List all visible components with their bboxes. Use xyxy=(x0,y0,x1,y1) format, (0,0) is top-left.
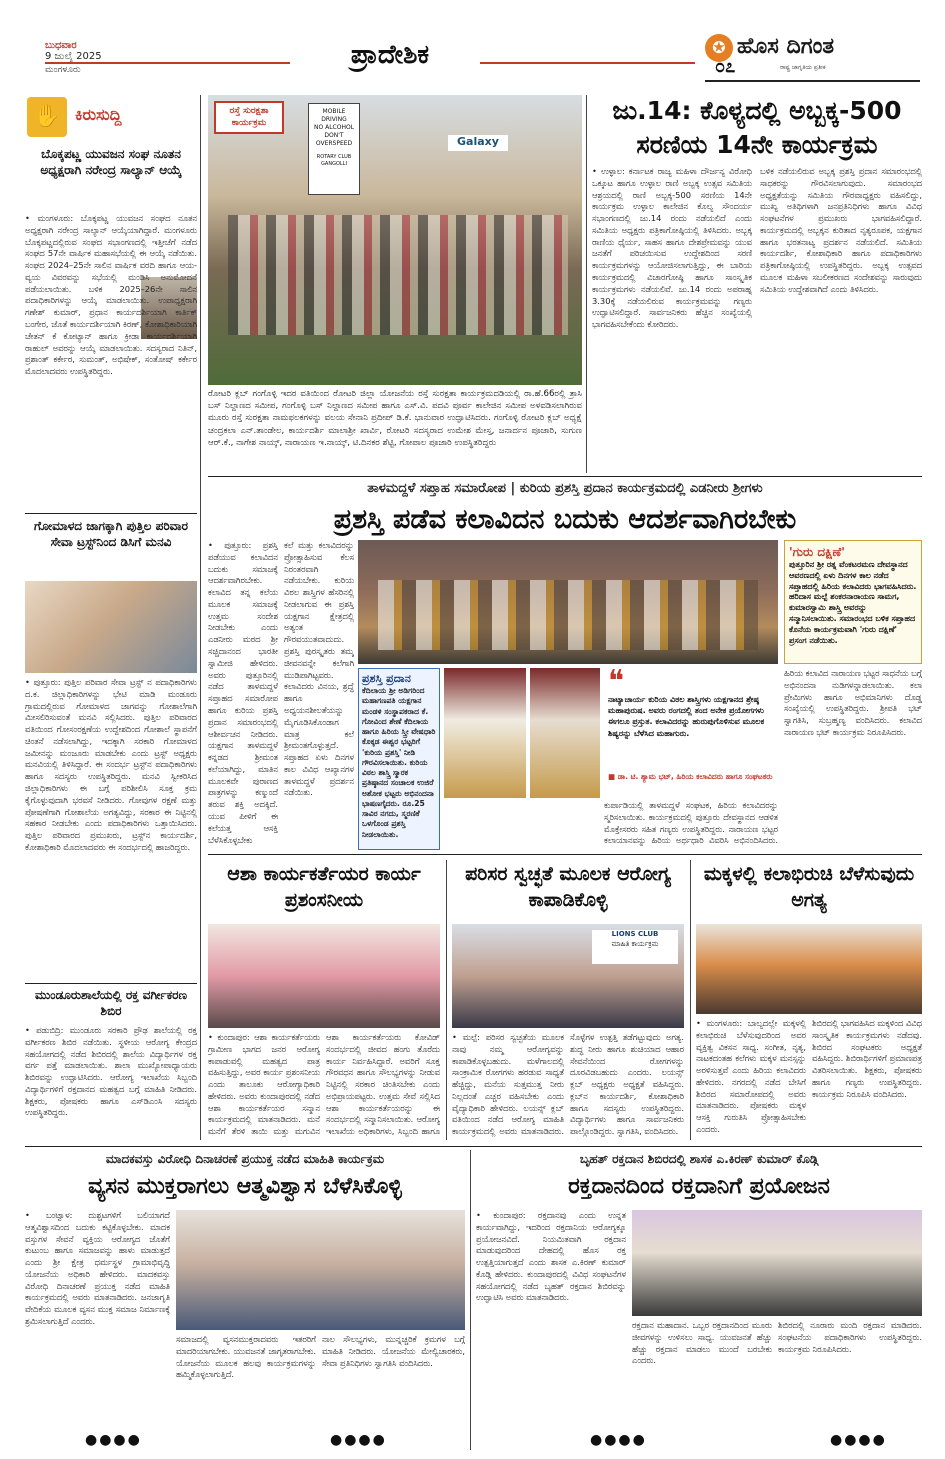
brand-tagline: ರಾಷ್ಟ್ರ ಜಾಗೃತಿಯ ಪ್ರತೀಕ xyxy=(780,64,826,71)
kiru-divider-1 xyxy=(25,513,197,514)
parisara-banner xyxy=(592,930,678,964)
kiru-story-2-photo xyxy=(25,581,197,673)
parisara-photo xyxy=(452,924,684,1028)
page-number: ೦೭ xyxy=(715,56,736,77)
date-block xyxy=(45,40,205,75)
kiru-story-1-headline: ಬೊಕ್ಕಪಟ್ಣ ಯುವಜನ ಸಂಘ ನೂತನ ಅಧ್ಯಕ್ಷರಾಗಿ ನರೇಂದ್ರ ಸಾಲ್ಯಾನ್ ಆಯ್ಕೆ xyxy=(40,147,182,177)
banner-line-2: ಮಾಹಿತಿ ಕಾರ್ಯಕ್ರಮ xyxy=(611,939,659,948)
sign-text-3: NO ALCOHOL xyxy=(313,124,355,132)
makkal-headline: ಮಕ್ಕಳಲ್ಲಿ ಕಲಾಭಿರುಚಿ ಬೆಳೆಸುವುದು ಅಗತ್ಯ xyxy=(703,863,915,911)
abbakka-headline-1: ಜು.14: ಕೊಳ್ಯದಲ್ಲಿ ಅಬ್ಬಕ್ಕ-500 xyxy=(612,96,902,125)
abbakka-headline-2: ಸರಣಿಯ 14ನೇ ಕಾರ್ಯಕ್ರಮ xyxy=(636,130,878,159)
vyasana-kicker: ಮಾದಕವಸ್ತು ವಿರೋಧಿ ದಿನಾಚರಣೆ ಪ್ರಯುಕ್ತ ನಡೆದ ಮಾಹಿತಿ ಕಾರ್ಯಕ್ರಮ xyxy=(105,1152,385,1166)
sign-text-1: MOBILE xyxy=(322,108,346,115)
kiru-divider-2 xyxy=(25,983,197,984)
kala-kicker: ತಾಳಮದ್ದಳೆ ಸಪ್ತಾಹ ಸಮಾರೋಪ | ಕುರಿಯ ಪ್ರಶಸ್ತಿ ಪ್ರದಾನ ಕಾರ್ಯಕ್ರಮದಲ್ಲಿ ಎಡನೀರು ಶ್ರೀಗಳು xyxy=(367,481,763,496)
sign-text-4: DON'T xyxy=(324,132,344,140)
asha-headline: ಆಶಾ ಕಾರ್ಯಕರ್ತೆಯರ ಕಾರ್ಯ ಪ್ರಶಂಸನೀಯ xyxy=(227,863,421,911)
makkal-body-col-1: • ಮಂಗಳೂರು: ಬಾಲ್ಯದಲ್ಲೇ ಮಕ್ಕಳಲ್ಲಿ ಕಲಾಭಿರುಚಿ ಬೆಳೆಸುವುದರಿಂದ ಅವರ ವ್ಯಕ್ತಿತ್ವ ವಿಕಸನ ಸಾಧ್ಯ. ಸಂಗೀತ, ನೃತ್ಯ, ನಾಟಕದಂತಹ ಕಲೆಗಳು ಮಕ್ಕಳ ಮನಸ್ಸನ್ನು ಅರಳಿಸುತ್ತವೆ ಎಂದು ಹಿರಿಯ ಕಲಾವಿದರು ಹೇಳಿದರು. ನಗರದಲ್ಲಿ ನಡೆದ ಬೇಸಿಗೆ ಶಿಬಿರದ ಸಮಾರೋಪದಲ್ಲಿ ಅವರು ಮಾತನಾಡಿದರು. ಪೋಷಕರು ಮಕ್ಕಳ ಆಸಕ್ತಿ ಗುರುತಿಸಿ ಪ್ರೋತ್ಸಾಹಿಸಬೇಕು ಎಂದರು. xyxy=(696,1018,806,1135)
kiru-logo xyxy=(27,97,172,137)
brand-block xyxy=(705,34,920,78)
road-safety-caption: ರೋಟರಿ ಕ್ಲಬ್ ಗಂಗೊಳ್ಳಿ ಇದರ ವತಿಯಿಂದ ರೋಟರಿ ಜಿಲ್ಲಾ ಯೋಜನೆಯ ರಸ್ತೆ ಸುರಕ್ಷತಾ ಕಾರ್ಯಕ್ರಮದಡಿಯಲ್ಲಿ ರಾ.ಹೆ.66ರಲ್ಲಿ ತ್ರಾಸಿ ಬಸ್ ನಿಲ್ದಾಣದ ಸಮೀಪ, ಗಂಗೊಳ್ಳಿ ಬಸ್ ನಿಲ್ದಾಣದ ಸಮೀಪ ಹಾಗೂ ಎಸ್.ವಿ. ಪದವಿ ಪೂರ್ವ ಕಾಲೇಜಿನ ಸಮೀಪ ಅಳವಡಿಸಲಾಗಿರುವ ಮೂರು ರಸ್ತೆ ಸುರಕ್ಷತಾ ನಾಮಫಲಕಗಳನ್ನು ವಲಯ ಸೇನಾನಿ ಪ್ರದೀಪ್ ಡಿ.ಕೆ. ಭಾನುವಾರ ಉದ್ಘಾಟಿಸಿದರು. ಗಂಗೊಳ್ಳಿ ರೋಟರಿ ಕ್ಲಬ್ ಅಧ್ಯಕ್ಷೆ ಚಂದ್ರಕಲಾ ಎನ್.ತಾಂಡೇಲ, ಕಾರ್ಯದರ್ಶಿ ಮಾಲಾಶ್ರೀ ಖಾರ್ವಿ, ರೋಟರಿ ಸದಸ್ಯರಾದ ಉಮೇಶ ಮೇಸ್ತ, ಜನಾರ್ದನ ಪೂಜಾರಿ, ಸುಗುಣ ಆರ್.ಕೆ., ನಾಗೇಶ ನಾಯ್ಕ್, ನಾರಾಯಣ ಇ.ನಾಯ್ಕ್, ಟಿ.ದಿನಕರ ಶೆಟ್ಟಿ, ಗೋಪಾಲ ಪೂಜಾರಿ ಉಪಸ್ಥಿತರಿದ್ದರು xyxy=(208,389,582,448)
kala-body-col-2: ಕಲೆ ಮತ್ತು ಕಲಾವಿದರನ್ನು ಪ್ರೋತ್ಸಾಹಿಸುವ ಕೆಲಸ ನಿರಂತರವಾಗಿ ನಡೆಯಬೇಕು. ಕುರಿಯ ವಿಠಲ ಶಾಸ್ತ್ರಿಗಳ ಹೆಸರಿನಲ್ಲಿ ನೀಡಲಾಗುವ ಈ ಪ್ರಶಸ್ತಿ ಯಕ್ಷಗಾನ ಕ್ಷೇತ್ರದಲ್ಲಿ ಅತ್ಯಂತ ಗೌರವಯುತವಾದುದು. ಪ್ರಶಸ್ತಿ ಪುರಸ್ಕೃತರು ತಮ್ಮ ಜೀವನವನ್ನೇ ಕಲೆಗಾಗಿ ಮುಡಿಪಾಗಿಟ್ಟವರು. ಕಲಾವಿದರು ವಿನಯ, ಶ್ರದ್ಧೆ ಹಾಗೂ ಅಧ್ಯಯನಶೀಲತೆಯನ್ನು ಮೈಗೂಡಿಸಿಕೊಂಡಾಗ ಮಾತ್ರ ಕಲೆ ಶ್ರೀಮಂತಗೊಳ್ಳುತ್ತದೆ. ಸಪ್ತಾಹದ ಏಳು ದಿನಗಳ ಕಾಲ ವಿವಿಧ ಆಖ್ಯಾನಗಳ ತಾಳಮದ್ದಳೆ ಪ್ರದರ್ಶನ ನಡೆಯಿತು. xyxy=(284,540,354,798)
footer-dots-4: ●●●● xyxy=(830,1432,887,1448)
guru-box xyxy=(784,540,922,664)
award-title: ಪ್ರಶಸ್ತಿ ಪ್ರದಾನ xyxy=(362,672,411,685)
vyasana-headline: ವ್ಯಸನ ಮುಕ್ತರಾಗಲು ಆತ್ಮವಿಶ್ವಾಸ ಬೆಳೆಸಿಕೊಳ್ಳಿ xyxy=(88,1174,402,1199)
road-divider xyxy=(586,95,587,473)
rakta-body-col-2: ರಕ್ತದಾನ ಮಹಾದಾನ. ಒಬ್ಬರ ರಕ್ತದಾನದಿಂದ ಮೂರು ಜೀವಗಳನ್ನು ಉಳಿಸಲು ಸಾಧ್ಯ. ಯುವಜನತೆ ಹೆಚ್ಚು ಹೆಚ್ಚು ರಕ್ತದಾನ ಮಾಡಲು ಮುಂದೆ ಬರಬೇಕು ಎಂದರು. xyxy=(632,1320,772,1366)
parisara-headline: ಪರಿಸರ ಸ್ವಚ್ಛತೆ ಮೂಲಕ ಆರೋಗ್ಯ ಕಾಪಾಡಿಕೊಳ್ಳಿ xyxy=(465,863,671,911)
kala-body-col-3: ಕುರ್ಪಾಡಿಯಲ್ಲಿ ತಾಳಮದ್ದಳೆ ಸಂಘಟಕ, ಹಿರಿಯ ಕಲಾವಿದರನ್ನು ಸ್ಮರಿಸಲಾಯಿತು. ಕಾರ್ಯಕ್ರಮದಲ್ಲಿ ಪುತ್ತೂರು ದೇವಸ್ಥಾನದ ಆಡಳಿತ ಮೊಕ್ತೇಸರರು ಸಹಿತ ಗಣ್ಯರು ಉಪಸ್ಥಿತರಿದ್ದರು. ನಾರಾಯಣ ಭಟ್ಟರ ಕಲಾಯಾನವನ್ನು ಹಿರಿಯ ಅರ್ಥಧಾರಿ ವಿವರಿಸಿ ಅಭಿನಂದಿಸಿದರು. xyxy=(604,800,778,846)
brand-underline xyxy=(705,80,920,82)
kiru-story-3-headline: ಮುಂಡೂರುಶಾಲೆಯಲ್ಲಿ ರಕ್ತ ವರ್ಗೀಕರಣ ಶಿಬಿರ xyxy=(35,988,187,1018)
footer-dots-1: ●●●● xyxy=(85,1432,142,1448)
footer-dots-3: ●●●● xyxy=(590,1432,647,1448)
safety-signboard xyxy=(308,103,360,195)
brand-logo-icon: ✪ xyxy=(705,34,733,62)
guru-title: 'ಗುರು ದಕ್ಷಿಣೆ' xyxy=(789,545,845,559)
asha-body-col-2: ಆಶಾ ಕಾರ್ಯಕರ್ತೆಯರು ಕೋವಿಡ್ ಸಂದರ್ಭದಲ್ಲಿ ಜೀವದ ಹಂಗು ತೊರೆದು ಕಾರ್ಯ ನಿರ್ವಹಿಸಿದ್ದಾರೆ. ಅವರಿಗೆ ಸೂಕ್ತ ಗೌರವಧನ ಹಾಗೂ ಸೌಲಭ್ಯಗಳನ್ನು ನೀಡುವ ನಿಟ್ಟಿನಲ್ಲಿ ಸರಕಾರ ಚಿಂತಿಸಬೇಕು ಎಂದು ಅಭಿಪ್ರಾಯಪಟ್ಟರು. ಉತ್ತಮ ಸೇವೆ ಸಲ್ಲಿಸಿದ ಆಶಾ ಕಾರ್ಯಕರ್ತೆಯರನ್ನು ಈ ಸಂದರ್ಭದಲ್ಲಿ ಸನ್ಮಾನಿಸಲಾಯಿತು. ಆರೋಗ್ಯ ಇಲಾಖೆಯ ಅಧಿಕಾರಿಗಳು, ಸಿಬ್ಬಂದಿ ಹಾಗೂ xyxy=(326,1032,440,1137)
road-safety-photo xyxy=(208,95,582,385)
kala-stage-photo xyxy=(358,540,778,664)
vyasana-body-col-1: • ಬಂಟ್ವಾಳ: ದುಶ್ಚಟಗಳಿಗೆ ಬಲಿಯಾಗದೆ ಆತ್ಮವಿಶ್ವಾಸದಿಂದ ಬದುಕು ಕಟ್ಟಿಕೊಳ್ಳಬೇಕು. ಮಾದಕ ವಸ್ತುಗಳ ಸೇವನೆ ವ್ಯಕ್ತಿಯ ಆರೋಗ್ಯದ ಜೊತೆಗೆ ಕುಟುಂಬ ಹಾಗೂ ಸಮಾಜವನ್ನು ಹಾಳು ಮಾಡುತ್ತದೆ ಎಂದು ಶ್ರೀ ಕ್ಷೇತ್ರ ಧರ್ಮಸ್ಥಳ ಗ್ರಾಮಾಭಿವೃದ್ಧಿ ಯೋಜನೆಯ ಅಧಿಕಾರಿ ಹೇಳಿದರು. ಮಾದಕವಸ್ತು ವಿರೋಧಿ ದಿನಾಚರಣೆ ಪ್ರಯುಕ್ತ ನಡೆದ ಮಾಹಿತಿ ಕಾರ್ಯಕ್ರಮದಲ್ಲಿ ಅವರು ಮಾತನಾಡಿದರು. ಜನಜಾಗೃತಿ ವೇದಿಕೆಯ ಮೂಲಕ ವ್ಯಸನ ಮುಕ್ತ ಸಮಾಜ ನಿರ್ಮಾಣಕ್ಕೆ ಶ್ರಮಿಸಲಾಗುತ್ತಿದೆ ಎಂದರು. xyxy=(25,1210,170,1327)
road-safety-tag: ರಸ್ತೆ ಸುರಕ್ಷತಾ ಕಾರ್ಯಕ್ರಮ xyxy=(214,101,284,134)
vyasana-photo xyxy=(176,1210,465,1330)
award-text: ಕೆದಿಲಾಯ ಶ್ರೀ ಅಡಿಗರಿಂದ ಮಹಾಗಣಪತಿ ಯಕ್ಷಗಾನ ಮಂಡಳಿ ಸಂಸ್ಥಾಪಕರಾದ ಕೆ. ಗೋವಿಂದ ಶೇಣೆ ಕೆದಿಲಾಯ ಹಾಗೂ ಹಿರಿಯ ಸ್ತ್ರೀ ವೇಷಧಾರಿ ಕೊಕ್ಕಡ ಈಶ್ವರ ಭಟ್ಟರಿಗೆ 'ಕುರಿಯ ಪ್ರಶಸ್ತಿ' ನೀಡಿ ಗೌರವಿಸಲಾಯಿತು. ಕುರಿಯ ವಿಠಲ ಶಾಸ್ತ್ರಿ ಸ್ಮಾರಕ ಪ್ರತಿಷ್ಠಾನದ ಸಂಚಾಲಕ ಉಜಿರೆ ಅಶೋಕ ಭಟ್ಟರು ಅಭಿನಂದನಾ ಭಾಷಣಗೈದರು. ರೂ.25 ಸಾವಿರ ನಗದು, ಸ್ಮರಣಿಕೆ ಒಳಗೊಂಡ ಪ್ರಶಸ್ತಿ ನೀಡಲಾಯಿತು. xyxy=(362,686,436,839)
rakta-kicker: ಬೃಹತ್ ರಕ್ತದಾನ ಶಿಬಿರದಲ್ಲಿ ಶಾಸಕ ಎ.ಕಿರಣ್ ಕುಮಾರ್ ಕೊಡ್ಗಿ xyxy=(579,1152,819,1166)
vyasana-body-col-2: ಸಮಾಜದಲ್ಲಿ ವ್ಯಸನಮುಕ್ತರಾದವರು ಇತರರಿಗೆ ಮಾದರಿಯಾಗಬೇಕು. ಯುವಜನತೆ ಜಾಗೃತರಾಗಬೇಕು. ಯೋಜನೆಯ ಮೂಲಕ ಹಲವು ಕಾರ್ಯಕ್ರಮಗಳನ್ನು ಹಮ್ಮಿಕೊಳ್ಳಲಾಗುತ್ತಿದೆ. xyxy=(176,1334,316,1380)
award-box xyxy=(358,668,440,850)
makkal-body-col-2: ಶಿಬಿರದಲ್ಲಿ ಭಾಗವಹಿಸಿದ ಮಕ್ಕಳಿಂದ ವಿವಿಧ ಸಾಂಸ್ಕೃತಿಕ ಕಾರ್ಯಕ್ರಮಗಳು ನಡೆದವು. ಶಿಬಿರದ ಸಂಘಟಕರು ಅಧ್ಯಕ್ಷತೆ ವಹಿಸಿದ್ದರು. ಶಿಬಿರಾರ್ಥಿಗಳಿಗೆ ಪ್ರಮಾಣಪತ್ರ ವಿತರಿಸಲಾಯಿತು. ಶಿಕ್ಷಕರು, ಪೋಷಕರು ಹಾಗೂ ಗಣ್ಯರು ಉಪಸ್ಥಿತರಿದ್ದರು. ಕಾರ್ಯಕ್ರಮ ನಿರೂಪಿಸಿ ವಂದಿಸಿದರು. xyxy=(812,1018,922,1099)
people-group xyxy=(228,215,568,335)
sign-text-5: OVERSPEED xyxy=(315,140,353,148)
left-column-divider xyxy=(200,95,201,1140)
banner-line-1: LIONS CLUB xyxy=(611,930,659,938)
bottom-section-rule xyxy=(25,1146,922,1147)
brand-name: ಹೊಸ ದಿಗಂತ xyxy=(737,34,835,59)
guru-text: ಪುತ್ತೂರಿನ ಶ್ರೀ ರತ್ನ ವೆಂಕಟರಮಣ ದೇವಸ್ಥಾನದ ಆವರಣದಲ್ಲಿ ಏಳು ದಿನಗಳ ಕಾಲ ನಡೆದ ಸಪ್ತಾಹದಲ್ಲಿ ಹಿರಿಯ ಕಲಾವಿದರು ಭಾಗವಹಿಸಿದರು. ಹರಿದಾಸ ಮಲ್ಪೆ ಶಂಕರನಾರಾಯಣ ಸಾಮಗ, ಕುಮಾರಸ್ವಾಮಿ ಶಾಸ್ತ್ರಿ ಅವರನ್ನು ಸನ್ಮಾನಿಸಲಾಯಿತು. ಸಮಾರಂಭದ ಬಳಿಕ ಸಪ್ತಾಹದ ಕೊನೆಯ ಕಾರ್ಯಕ್ರಮವಾಗಿ 'ಗುರು ದಕ್ಷಿಣೆ' ಪ್ರಸಂಗ ನಡೆಯಿತು. xyxy=(789,560,917,645)
shop-sign: Galaxy xyxy=(448,135,508,151)
day: ಬುಧವಾರ xyxy=(45,40,77,51)
award-photo-1 xyxy=(444,668,526,798)
rakta-headline: ರಕ್ತದಾನದಿಂದ ರಕ್ತದಾನಿಗೆ ಪ್ರಯೋಜನ xyxy=(568,1174,830,1199)
quote-box xyxy=(604,664,778,798)
kala-body-col-4: ಹಿರಿಯ ಕಲಾವಿದ ನಾರಾಯಣ ಭಟ್ಟರ ಸಾಧನೆಯ ಬಗ್ಗೆ ಅಭಿನಂದನಾ ನುಡಿಗಳನ್ನಾಡಲಾಯಿತು. ಕಲಾ ಪ್ರೇಮಿಗಳು ಹಾಗೂ ಅಭಿಮಾನಿಗಳು ದೊಡ್ಡ ಸಂಖ್ಯೆಯಲ್ಲಿ ಉಪಸ್ಥಿತರಿದ್ದರು. ಶ್ರೀಪತಿ ಭಟ್ ಸ್ವಾಗತಿಸಿ, ಸುಬ್ರಹ್ಮಣ್ಯ ವಂದಿಸಿದರು. ಕಲಾವಿದ ನಾರಾಯಣ ಭಟ್ ಕಾರ್ಯಕ್ರಮ ನಿರೂಪಿಸಿದರು. xyxy=(784,668,922,737)
makkal-photo xyxy=(696,924,922,1014)
parisara-body-col-1: • ಮಲ್ಪೆ: ಪರಿಸರ ಸ್ವಚ್ಛತೆಯ ಮೂಲಕ ನಾವು ನಮ್ಮ ಆರೋಗ್ಯವನ್ನು ಕಾಪಾಡಿಕೊಳ್ಳಬಹುದು. ಮಳೆಗಾಲದಲ್ಲಿ ಸಾಂಕ್ರಾಮಿಕ ರೋಗಗಳು ಹರಡುವ ಸಾಧ್ಯತೆ ಹೆಚ್ಚಿದ್ದು, ಮನೆಯ ಸುತ್ತಮುತ್ತ ನೀರು ನಿಲ್ಲದಂತೆ ಎಚ್ಚರ ವಹಿಸಬೇಕು ಎಂದು ವೈದ್ಯಾಧಿಕಾರಿ ಹೇಳಿದರು. ಲಯನ್ಸ್ ಕ್ಲಬ್ ವತಿಯಿಂದ ನಡೆದ ಆರೋಗ್ಯ ಮಾಹಿತಿ ಕಾರ್ಯಕ್ರಮದಲ್ಲಿ ಅವರು ಮಾತನಾಡಿದರು. xyxy=(452,1032,564,1137)
parisara-body-col-2: ಸೊಳ್ಳೆಗಳ ಉತ್ಪತ್ತಿ ತಡೆಗಟ್ಟುವುದು ಅಗತ್ಯ. ಶುದ್ಧ ನೀರು ಹಾಗೂ ಶುಚಿಯಾದ ಆಹಾರ ಸೇವನೆಯಿಂದ ರೋಗಗಳನ್ನು ದೂರವಿಡಬಹುದು ಎಂದರು. ಲಯನ್ಸ್ ಕ್ಲಬ್ ಅಧ್ಯಕ್ಷರು ಅಧ್ಯಕ್ಷತೆ ವಹಿಸಿದ್ದರು. ಕ್ಲಬ್‌ನ ಕಾರ್ಯದರ್ಶಿ, ಕೋಶಾಧಿಕಾರಿ ಹಾಗೂ ಸದಸ್ಯರು ಉಪಸ್ಥಿತರಿದ್ದರು. ವಿದ್ಯಾರ್ಥಿಗಳು ಹಾಗೂ ಸಾರ್ವಜನಿಕರು ಪಾಲ್ಗೊಂಡಿದ್ದರು. ಸ್ವಾಗತಿಸಿ, ವಂದಿಸಿದರು. xyxy=(570,1032,684,1137)
kiru-suddi-column xyxy=(25,95,197,1140)
rakta-photo xyxy=(632,1210,922,1316)
masthead xyxy=(0,0,945,90)
abbakka-body-col-2: ಬಳಿಕ ನಡೆಯಲಿರುವ ಅಬ್ಬಕ್ಕ ಪ್ರಶಸ್ತಿ ಪ್ರದಾನ ಸಮಾರಂಭದಲ್ಲಿ ಸಾಧಕರನ್ನು ಗೌರವಿಸಲಾಗುವುದು. ಸಮಾರಂಭದ ಅಧ್ಯಕ್ಷತೆಯನ್ನು ಸಮಿತಿಯ ಗೌರವಾಧ್ಯಕ್ಷರು ವಹಿಸಲಿದ್ದು, ಮುಖ್ಯ ಅತಿಥಿಗಳಾಗಿ ಜನಪ್ರತಿನಿಧಿಗಳು ಹಾಗೂ ವಿವಿಧ ಸಂಘಟನೆಗಳ ಪ್ರಮುಖರು ಭಾಗವಹಿಸಲಿದ್ದಾರೆ. ಕಾರ್ಯಕ್ರಮದಲ್ಲಿ ಅಬ್ಬಕ್ಕನ ಕುರಿತಾದ ನೃತ್ಯರೂಪಕ, ಯಕ್ಷಗಾನ ಹಾಗೂ ಭರತನಾಟ್ಯ ಪ್ರದರ್ಶನ ನಡೆಯಲಿದೆ. ಸಮಿತಿಯ ಕಾರ್ಯದರ್ಶಿ, ಕೋಶಾಧಿಕಾರಿ ಹಾಗೂ ಪದಾಧಿಕಾರಿಗಳು ಪತ್ರಿಕಾಗೋಷ್ಠಿಯಲ್ಲಿ ಉಪಸ್ಥಿತರಿದ್ದರು. ಅಬ್ಬಕ್ಕ ಉತ್ಸವದ ಮೂಲಕ ಮಹಿಳಾ ಸಬಲೀಕರಣದ ಸಂದೇಶವನ್ನು ಸಾರುವುದು ಸಮಿತಿಯ ಉದ್ದೇಶವಾಗಿದೆ ಎಂದು ತಿಳಿಸಿದರು. xyxy=(760,166,922,294)
asha-divider xyxy=(446,860,447,1140)
sign-text-2: DRIVING xyxy=(321,116,347,124)
quote-text: ನಾಟ್ಯಾಚಾರ್ಯ ಕುರಿಯ ವಿಠಲ ಶಾಸ್ತ್ರಿಗಳು ಯಕ್ಷಗಾನದ ಶ್ರೇಷ್ಠ ಮಹಾಪುರುಷ. ಅವರು ರಂಗದಲ್ಲಿ ತಂದ ಅನೇಕ ಪ್ರಯೋಗಗಳು ಈಗಲೂ ಪ್ರಸ್ತುತ. ಕಲಾವಿದರನ್ನು ಹುರುಪುಗೊಳಿಸುವ ಮೂಲಕ ಶಿಷ್ಯರನ್ನು ಬೆಳೆಸಿದ ಮಹಾಗುರು. xyxy=(608,695,765,738)
rakta-body-col-1: • ಕುಂದಾಪುರ: ರಕ್ತದಾನವು ಎಂದು ಉನ್ನತ ಕಾರ್ಯವಾಗಿದ್ದು, ಇದರಿಂದ ರಕ್ತದಾನಿಯ ಆರೋಗ್ಯಕ್ಕೂ ಪ್ರಯೋಜನವಿದೆ. ನಿಯಮಿತವಾಗಿ ರಕ್ತದಾನ ಮಾಡುವುದರಿಂದ ದೇಹದಲ್ಲಿ ಹೊಸ ರಕ್ತ ಉತ್ಪತ್ತಿಯಾಗುತ್ತದೆ ಎಂದು ಶಾಸಕ ಎ.ಕಿರಣ್ ಕುಮಾರ್ ಕೊಡ್ಗಿ ಹೇಳಿದರು. ಕುಂದಾಪುರದಲ್ಲಿ ವಿವಿಧ ಸಂಘಟನೆಗಳ ಸಹಯೋಗದಲ್ಲಿ ನಡೆದ ಬೃಹತ್ ರಕ್ತದಾನ ಶಿಬಿರವನ್ನು ಉದ್ಘಾಟಿಸಿ ಅವರು ಮಾತನಾಡಿದರು. xyxy=(476,1210,626,1303)
kiru-label: ಕಿರುಸುದ್ದಿ xyxy=(75,105,122,124)
bottom-divider xyxy=(470,1150,471,1450)
abbakka-body-col-1: • ಉಳ್ಳಾಲ: ಕರ್ನಾಟಕ ರಾಜ್ಯ ಮಹಿಳಾ ದೌರ್ಜನ್ಯ ವಿರೋಧಿ ಒಕ್ಕೂಟ ಹಾಗೂ ಉಳ್ಳಾಲ ರಾಣಿ ಅಬ್ಬಕ್ಕ ಉತ್ಸವ ಸಮಿತಿಯ ಆಶ್ರಯದಲ್ಲಿ ರಾಣಿ ಅಬ್ಬಕ್ಕ-500 ಸರಣಿಯ 14ನೇ ಕಾರ್ಯಕ್ರಮ ಉಳ್ಳಾಲ ಕಾಲೇಜಿನ ಕೊಲ್ಯ ಸೌಂದರ್ಯ ಸಭಾಂಗಣದಲ್ಲಿ ಜು.14 ರಂದು ನಡೆಯಲಿದೆ ಎಂದು ಸಮಿತಿಯ ಅಧ್ಯಕ್ಷರು ಪತ್ರಿಕಾಗೋಷ್ಠಿಯಲ್ಲಿ ತಿಳಿಸಿದರು. ಅಬ್ಬಕ್ಕ ರಾಣಿಯ ಧೈರ್ಯ, ಸಾಹಸ ಹಾಗೂ ದೇಶಪ್ರೇಮವನ್ನು ಯುವ ಜನತೆಗೆ ಪರಿಚಯಿಸುವ ಉದ್ದೇಶದಿಂದ ಸರಣಿ ಕಾರ್ಯಕ್ರಮಗಳನ್ನು ಆಯೋಜಿಸಲಾಗುತ್ತಿದ್ದು, ಈ ಬಾರಿಯ ಕಾರ್ಯಕ್ರಮದಲ್ಲಿ ವಿಚಾರಗೋಷ್ಠಿ ಹಾಗೂ ಸಾಂಸ್ಕೃತಿಕ ಕಾರ್ಯಕ್ರಮಗಳು ನಡೆಯಲಿವೆ. ಜು.14 ರಂದು ಅಪರಾಹ್ನ 3.30ಕ್ಕೆ ನಡೆಯಲಿರುವ ಕಾರ್ಯಕ್ರಮವನ್ನು ಗಣ್ಯರು ಉದ್ಘಾಟಿಸಲಿದ್ದಾರೆ. ಸಾರ್ವಜನಿಕರು ಹೆಚ್ಚಿನ ಸಂಖ್ಯೆಯಲ್ಲಿ ಭಾಗವಹಿಸಬೇಕೆಂದು ಕೋರಿದರು. xyxy=(592,166,752,330)
kiru-story-3-body: • ಪಡುಬಿದ್ರಿ: ಮುಂಡೂರು ಸರಕಾರಿ ಪ್ರೌಢ ಶಾಲೆಯಲ್ಲಿ ರಕ್ತ ವರ್ಗೀಕರಣ ಶಿಬಿರ ನಡೆಯಿತು. ಸ್ಥಳೀಯ ಆರೋಗ್ಯ ಕೇಂದ್ರದ ಸಹಯೋಗದಲ್ಲಿ ನಡೆದ ಶಿಬಿರದಲ್ಲಿ ಶಾಲೆಯ ವಿದ್ಯಾರ್ಥಿಗಳ ರಕ್ತ ವರ್ಗ ಪತ್ತೆ ಮಾಡಲಾಯಿತು. ಶಾಲಾ ಮುಖ್ಯೋಪಾಧ್ಯಾಯರು ಶಿಬಿರವನ್ನು ಉದ್ಘಾಟಿಸಿದರು. ಆರೋಗ್ಯ ಇಲಾಖೆಯ ಸಿಬ್ಬಂದಿ ವಿದ್ಯಾರ್ಥಿಗಳಿಗೆ ರಕ್ತದಾನದ ಮಹತ್ವದ ಬಗ್ಗೆ ಮಾಹಿತಿ ನೀಡಿದರು. ಶಿಕ್ಷಕರು, ಪೋಷಕರು ಹಾಗೂ ಎಸ್‌ಡಿಎಂಸಿ ಸದಸ್ಯರು ಉಪಸ್ಥಿತರಿದ್ದರು. xyxy=(25,1025,197,1118)
asha-photo xyxy=(208,924,440,1028)
kiru-story-2-headline: ಗೋಮಾಳದ ಜಾಗಕ್ಕಾಗಿ ಪುತ್ತಿಲ ಪರಿವಾರ ಸೇವಾ ಟ್ರಸ್ಟ್‌ನಿಂದ ಡಿಸಿಗೆ ಮನವಿ xyxy=(34,519,188,549)
asha-body-col-1: • ಕುಂದಾಪುರ: ಆಶಾ ಕಾರ್ಯಕರ್ತೆಯರು ಗ್ರಾಮೀಣ ಭಾಗದ ಜನರ ಆರೋಗ್ಯ ಕಾಪಾಡುವಲ್ಲಿ ಮಹತ್ವದ ಪಾತ್ರ ವಹಿಸುತ್ತಿದ್ದು, ಅವರ ಕಾರ್ಯ ಪ್ರಶಂಸನೀಯ ಎಂದು ತಾಲೂಕು ಆರೋಗ್ಯಾಧಿಕಾರಿ ಹೇಳಿದರು. ಅವರು ಕುಂದಾಪುರದಲ್ಲಿ ನಡೆದ ಆಶಾ ಕಾರ್ಯಕರ್ತೆಯರ ಸನ್ಮಾನ ಕಾರ್ಯಕ್ರಮದಲ್ಲಿ ಮಾತನಾಡಿದರು. ಮನೆ ಮನೆಗೆ ತೆರಳಿ ತಾಯಿ ಮತ್ತು ಮಗುವಿನ xyxy=(208,1032,320,1137)
stage-performers xyxy=(378,580,758,650)
date-underline xyxy=(45,62,290,64)
award-photo-2 xyxy=(530,668,600,798)
kiru-story-2-body: • ಪುತ್ತೂರು: ಪುತ್ತಿಲ ಪರಿವಾರ ಸೇವಾ ಟ್ರಸ್ಟ್ ನ ಪದಾಧಿಕಾರಿಗಳು ದ.ಕ. ಜಿಲ್ಲಾಧಿಕಾರಿಗಳನ್ನು ಭೇಟಿ ಮಾಡಿ ಮಂಡೂರು ಗ್ರಾಮದಲ್ಲಿರುವ ಗೋಮಾಳದ ಜಾಗವನ್ನು ಗೋಶಾಲೆಗಾಗಿ ಮೀಸಲಿರಿಸುವಂತೆ ಮನವಿ ಸಲ್ಲಿಸಿದರು. ಪುತ್ತಿಲ ಪರಿವಾರದ ವತಿಯಿಂದ ಗೋಸಂರಕ್ಷಣೆಯ ಉದ್ದೇಶದಿಂದ ಗೋಶಾಲೆ ಸ್ಥಾಪನೆಗೆ ಚಿಂತನೆ ನಡೆಸಲಾಗಿದ್ದು, ಇದಕ್ಕಾಗಿ ಸರಕಾರಿ ಗೋಮಾಳದ ಜಮೀನನ್ನು ಮಂಜೂರು ಮಾಡಬೇಕು ಎಂದು ಟ್ರಸ್ಟ್ ಅಧ್ಯಕ್ಷರು ಮನವಿಯಲ್ಲಿ ತಿಳಿಸಿದ್ದಾರೆ. ಈ ಸಂದರ್ಭ ಟ್ರಸ್ಟ್‌ನ ಪದಾಧಿಕಾರಿಗಳು ಹಾಗೂ ಸದಸ್ಯರು ಉಪಸ್ಥಿತರಿದ್ದರು. ಮನವಿ ಸ್ವೀಕರಿಸಿದ ಜಿಲ್ಲಾಧಿಕಾರಿಗಳು ಈ ಬಗ್ಗೆ ಪರಿಶೀಲಿಸಿ ಸೂಕ್ತ ಕ್ರಮ ಕೈಗೊಳ್ಳುವುದಾಗಿ ಭರವಸೆ ನೀಡಿದರು. ಗೋವುಗಳ ರಕ್ಷಣೆ ಮತ್ತು ಪೋಷಣೆಗಾಗಿ ಗೋಶಾಲೆಯ ಅಗತ್ಯವಿದ್ದು, ಸರಕಾರ ಈ ನಿಟ್ಟಿನಲ್ಲಿ ಸಹಕಾರ ನೀಡಬೇಕು ಎಂದು ಪದಾಧಿಕಾರಿಗಳು ಒತ್ತಾಯಿಸಿದರು. ಪುತ್ತಿಲ ಪರಿವಾರದ ಪ್ರಮುಖರು, ಟ್ರಸ್ಟ್‌ನ ಕಾರ್ಯದರ್ಶಿ, ಕೋಶಾಧಿಕಾರಿ ಮೊದಲಾದವರು ಈ ಸಂದರ್ಭದಲ್ಲಿ ಹಾಜರಿದ್ದರು. xyxy=(25,677,197,852)
quote-byline: ■ ಡಾ. ಟಿ. ಶ್ಯಾಮ ಭಟ್, ಹಿರಿಯ ಕಲಾವಿದರು ಹಾಗೂ ಸಂಘಟಕರು xyxy=(608,772,773,781)
hand-icon: ✋ xyxy=(27,97,67,137)
rakta-body-col-3: ಶಿಬಿರದಲ್ಲಿ ನೂರಾರು ಮಂದಿ ರಕ್ತದಾನ ಮಾಡಿದರು. ಸಂಘಟನೆಯ ಪದಾಧಿಕಾರಿಗಳು ಉಪಸ್ಥಿತರಿದ್ದರು. ಕಾರ್ಯಕ್ರಮ ನಿರೂಪಿಸಿದರು. xyxy=(778,1320,922,1354)
parisara-divider xyxy=(690,860,691,1140)
date: 9 ಜುಲೈ 2025 xyxy=(45,51,102,62)
city: ಮಂಗಳೂರು xyxy=(45,65,81,75)
top-section-rule xyxy=(208,476,922,477)
kiru-story-1-body: • ಮಂಗಳೂರು: ಬೊಕ್ಕಪಟ್ಣ ಯುವಜನ ಸಂಘದ ನೂತನ ಅಧ್ಯಕ್ಷರಾಗಿ ನರೇಂದ್ರ ಸಾಲ್ಯಾನ್ ಆಯ್ಕೆಯಾಗಿದ್ದಾರೆ. ಮಂಗಳೂರು ಬೊಕ್ಕಪಟ್ಣದಲ್ಲಿರುವ ಸಂಘದ ಸಭಾಂಗಣದಲ್ಲಿ ಇತ್ತೀಚೆಗೆ ನಡೆದ ಸಂಘದ 57ನೇ ವಾರ್ಷಿಕ ಮಹಾಸಭೆಯಲ್ಲಿ ಈ ಆಯ್ಕೆ ನಡೆಯಿತು. ಸಂಘದ 2024–25ನೇ ಸಾಲಿನ ವಾರ್ಷಿಕ ವರದಿ ಹಾಗೂ ಆಯ-ವ್ಯಯ ವಿವರವನ್ನು ಸಭೆಯಲ್ಲಿ ಮಂಡಿಸಿ ಅನುಮೋದನೆ ಪಡೆಯಲಾಯಿತು. ಬಳಿಕ 2025–26ನೇ ಸಾಲಿನ ಪದಾಧಿಕಾರಿಗಳನ್ನು ಆಯ್ಕೆ ಮಾಡಲಾಯಿತು. ಉಪಾಧ್ಯಕ್ಷರಾಗಿ ಗಣೇಶ್ ಕುಮಾರ್, ಪ್ರಧಾನ ಕಾರ್ಯದರ್ಶಿಯಾಗಿ ಕಾರ್ತಿಕ್ ಬಂಗೇರ, ಜೊತೆ ಕಾರ್ಯದರ್ಶಿಯಾಗಿ ಕಿರಣ್, ಕೋಶಾಧಿಕಾರಿಯಾಗಿ ಚೇತನ್ ಕೆ ಕೋಟ್ಯಾನ್ ಹಾಗೂ ಕ್ರೀಡಾ ಕಾರ್ಯದರ್ಶಿಯಾಗಿ ರಾಹುಲ್ ಅವರನ್ನು ಆಯ್ಕೆ ಮಾಡಲಾಯಿತು. ಸದಸ್ಯರಾದ ನಿತಿನ್, ಪ್ರಶಾಂತ್ ಕರ್ಕೇರ, ಸುಮಂತ್, ಅಭಿಷೇಕ್, ಸಂತೋಷ್ ಕರ್ಕೇರ ಮೊದಲಾದವರು ಉಪಸ್ಥಿತರಿದ್ದರು. xyxy=(25,213,197,377)
kala-headline: ಪ್ರಶಸ್ತಿ ಪಡೆವ ಕಲಾವಿದನ ಬದುಕು ಆದರ್ಶವಾಗಿರಬೇಕು xyxy=(333,504,797,535)
section-underline xyxy=(480,62,695,64)
kala-body-col-1: • ಪುತ್ತೂರು: ಪ್ರಶಸ್ತಿ ಪಡೆಯುವ ಕಲಾವಿದನ ಬದುಕು ಸಮಾಜಕ್ಕೆ ಆದರ್ಶವಾಗಿರಬೇಕು. ಕಲಾವಿದ ತನ್ನ ಕಲೆಯ ಮೂಲಕ ಸಮಾಜಕ್ಕೆ ಉತ್ತಮ ಸಂದೇಶ ನೀಡಬೇಕು ಎಂದು ಎಡನೀರು ಮಠದ ಶ್ರೀ ಸಚ್ಚಿದಾನಂದ ಭಾರತೀ ಸ್ವಾಮೀಜಿ ಹೇಳಿದರು. ಅವರು ಪುತ್ತೂರಿನಲ್ಲಿ ನಡೆದ ತಾಳಮದ್ದಳೆ ಸಪ್ತಾಹದ ಸಮಾರೋಪ ಹಾಗೂ ಕುರಿಯ ಪ್ರಶಸ್ತಿ ಪ್ರದಾನ ಸಮಾರಂಭದಲ್ಲಿ ಆಶೀರ್ವಚನ ನೀಡಿದರು. ಯಕ್ಷಗಾನ ತಾಳಮದ್ದಳೆ ಕನ್ನಡದ ಶ್ರೀಮಂತ ಕಲೆಯಾಗಿದ್ದು, ಮಾತಿನ ಮೂಲಕವೇ ಪುರಾಣದ ಪಾತ್ರಗಳನ್ನು ಕಣ್ಮುಂದೆ ತರುವ ಶಕ್ತಿ ಅದಕ್ಕಿದೆ. ಯುವ ಪೀಳಿಗೆ ಈ ಕಲೆಯತ್ತ ಆಸಕ್ತಿ ಬೆಳೆಸಿಕೊಳ್ಳಬೇಕು xyxy=(208,540,278,845)
vyasana-body-col-3: ನಾಲ ಸೌಲಭ್ಯಗಳು, ಮುನ್ನಚ್ಚರಿಕೆ ಕ್ರಮಗಳ ಬಗ್ಗೆ ಮಾಹಿತಿ ನೀಡಿದರು. ಯೋಜನೆಯ ಮೇಲ್ವಿಚಾರಕರು, ಸೇವಾ ಪ್ರತಿನಿಧಿಗಳು ಸ್ವಾಗತಿಸಿ ವಂದಿಸಿದರು. xyxy=(322,1334,465,1368)
footer-dots-2: ●●●● xyxy=(330,1432,387,1448)
mid-section-rule xyxy=(208,854,922,855)
section-title: ಪ್ರಾದೇಶಿಕ xyxy=(350,40,430,70)
sign-text-6: ROTARY CLUB GANGOLLI xyxy=(316,154,352,168)
quote-icon: ❝ xyxy=(608,664,625,699)
